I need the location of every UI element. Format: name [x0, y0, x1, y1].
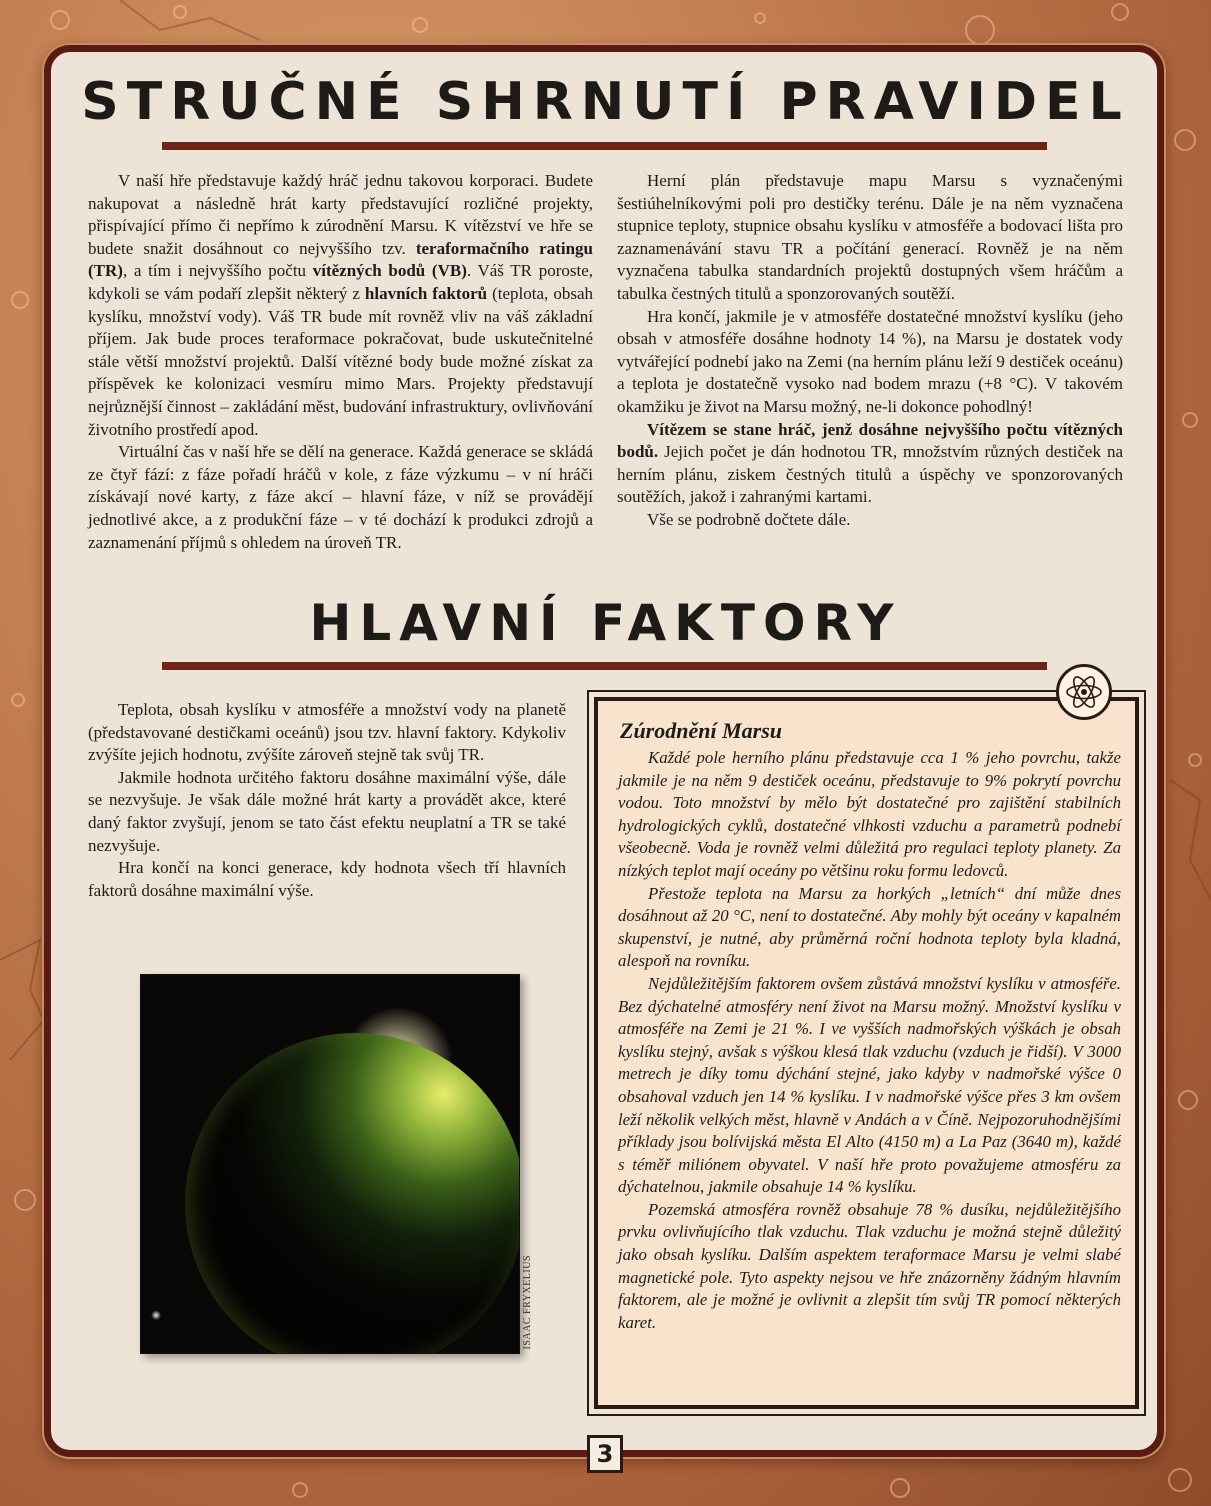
text-run: Pozemská atmosféra rovněž obsahuje 78 % dusíku, nejdůležitějšího prvku ovlivňujícího tlak vzduchu. Tlak vzduchu je možná stejně důležitý jako obsah kyslíku. Dalším aspektem teraformace Marsu je velmi slabé magnetické pole. Tyto aspekty nejsou ve hře znázorněny žádným hlavním faktorem, ale je možné je ovlivnit a zlepšit tím svůj TR pomocí některých karet. — [618, 1199, 1121, 1332]
paragraph — [88, 170, 593, 441]
planet-image — [140, 974, 520, 1354]
planet-sphere — [185, 1033, 520, 1354]
text-run: Nejdůležitějším faktorem ovšem zůstává množství kyslíku v atmosféře. Bez dýchatelné atmosféry není život na Marsu možný. Množství kyslíku v atmosféře na Zemi je 21 %. I ve vyšších nadmořských výškách je obsah kyslíku stejný, avšak s výškou klesá tlak vzduchu (vzduch je řidší). V 3000 metrech je díky tomu dýchání stejné, jako kdyby v nadmořské výšce 0 obsahoval vzduch jen 14 % kyslíku. I v nadmořské výšce přes 3 km ovšem leží několik velkých měst, hlavně v Andách a v Číně. Nejpozoruhodnějšími příklady jsou bolívijská města El Alto (4150 m) a La Paz (3640 m), každé s téměř miliónem obyvatel. V naší hře proto považujeme atmosféru za dýchatelnou, jakmile obsahuje 14 % kyslíku. — [618, 973, 1121, 1197]
sidebar-body — [618, 747, 1121, 1334]
paragraph — [617, 170, 1123, 306]
bold-term: vítězných bodů (VB) — [312, 261, 467, 281]
paragraph — [617, 509, 1123, 532]
title-main-factors: HLAVNÍ FAKTORY — [309, 594, 902, 652]
text-run: Hra končí na konci generace, kdy hodnota všech tří hlavních faktorů dosáhne maximální výše. — [88, 858, 566, 900]
bold-term: Vítězem se stane hráč, jenž dosáhne nejvyššího počtu vítězných bodů. — [617, 419, 1123, 462]
text-run: Jejich počet je dán hodnotou TR, množstvím různých destiček na herním plánu, ziskem čestných titulů a úspěchy ve sponzorovaných soutěžích, jakož i zahranými kartami. — [617, 442, 1123, 507]
text-run: Přestože teplota na Marsu za horkých „letních“ dní může dnes dosáhnout až 20 °C, není to dostatečné. Aby mohly být oceány v kapalném skupenství, je nutné, aby průměrná roční hodnota teploty byla kladná, alespoň na rovníku. — [618, 883, 1121, 971]
paragraph — [88, 767, 566, 857]
bold-term: teraformačního ratingu (TR) — [88, 238, 593, 281]
paragraph — [618, 747, 1121, 883]
paragraph — [617, 306, 1123, 419]
paragraph — [617, 419, 1123, 509]
paragraph — [618, 973, 1121, 1199]
title-underline — [162, 142, 1047, 150]
paragraph — [88, 699, 566, 767]
photo-credit: ISAAC FRYXELIUS — [522, 1255, 533, 1350]
atom-icon — [1056, 664, 1112, 720]
page-number: 3 — [587, 1435, 623, 1473]
paragraph — [88, 857, 566, 902]
text-run: Jakmile hodnota určitého faktoru dosáhne maximální výše, dále se nezvyšuje. Je však dále možné hrát karty a provádět akce, které daný faktor zvyšují, jenom se tato část efektu neuplatní a TR se také nezvyšuje. — [88, 767, 566, 855]
text-run: . Váš TR poroste, kdykoli se vám podaří zlepšit některý z — [88, 261, 594, 303]
paragraph — [618, 1199, 1121, 1335]
terraforming-sidebar-box — [594, 697, 1139, 1409]
paragraph — [618, 883, 1121, 973]
factors-left-column — [88, 699, 566, 902]
text-run: Virtuální čas v naší hře se dělí na generace. Každá generace se skládá ze čtyř fází: z fáze pořadí hráčů v kole, z fáze výzkumu – v ní hráči získávají nové karty, z fáze akcí – hlavní fáze, v níž se provádějí jednotlivé akce, a z produkční fáze – v té dochází k produkci zdrojů a zaznamenání příjmů s ohledem na úroveň TR. — [88, 442, 593, 552]
title-rules-summary: STRUČNÉ SHRNUTÍ PRAVIDEL — [81, 72, 1130, 132]
sidebar-title: Zúrodnění Marsu — [620, 718, 783, 743]
text-run: (teplota, obsah kyslíku, množství vody). Váš TR bude mít rovněž vliv na váš základní příjem. Jak bude proces teraformace pokračovat, bude uskutečnitelné stále větší množství projektů. Další vítězné body bude možné získat za příspěvek ke kolonizaci vesmíru mimo Mars. Projekty představují nejrůznější činnost – zakládání měst, budování infrastruktury, ovlivňování životního prostředí apod. — [88, 283, 593, 439]
text-run: Hra končí, jakmile je v atmosféře dostatečné množství kyslíku (jeho obsah v atmosféře dosáhne hodnoty 14 %), na Marsu je dostatek vody vytvářející podnebí jako na Zemi (na herním plánu leží 9 destiček oceánu) a teplota je dostatečně vysoko nad bodem mrazu (+8 °C). V takovém okamžiku je život na Marsu možný, ne-li dokonce pohodlný! — [617, 306, 1123, 416]
paragraph — [88, 441, 593, 554]
text-run: , a tím i nejvyššího počtu — [122, 261, 313, 281]
text-run: V naší hře představuje každý hráč jednu takovou korporaci. Budete nakupovat a následně hrát karty představující rozličné projekty, přispívající přímo či nepřímo k zúrodnění Marsu. K vítězství ve hře se budete snažit dosáhnout co nejvyššího tzv. — [88, 171, 593, 258]
bold-term: hlavních faktorů — [364, 283, 488, 303]
text-run: Vše se podrobně dočtete dále. — [647, 509, 851, 529]
text-run: Herní plán představuje mapu Marsu s vyznačenými šestiúhelníkovými poli pro destičky terénu. Dále je na něm vyznačena stupnice teploty, stupnice obsahu kyslíku v atmosféře a bodovací lišta pro zaznamenávání stavu TR a počítání generací. Rovněž je na něm vyznačena tabulka standardních projektů dostupných všem hráčům a tabulka čestných titulů a sponzorovaných soutěží. — [617, 171, 1123, 303]
summary-left-column — [88, 170, 593, 554]
summary-right-column — [617, 170, 1123, 532]
text-run: Teplota, obsah kyslíku v atmosféře a množství vody na planetě (představované destičkami oceánů) jsou tzv. hlavní faktory. Kdykoliv zvýšíte jejich hodnotu, zvýšíte zároveň stejně tak svůj TR. — [88, 700, 566, 765]
text-run: Každé pole herního plánu představuje cca 1 % jeho povrchu, takže jakmile je na něm 9 destiček oceánu, představuje to 9% pokrytí povrchu vodou. Toto množství by mělo být dostatečné pro zajištění stabilních hydrologických cyklů, dostatečné vlhkosti vzduchu a parametrů podnebí všeobecně. Voda je rovněž velmi důležitá pro regulaci teploty planety. Za nízkých teplot mají oceány po většinu roku formu ledovců. — [618, 748, 1121, 880]
title-underline — [162, 662, 1047, 670]
